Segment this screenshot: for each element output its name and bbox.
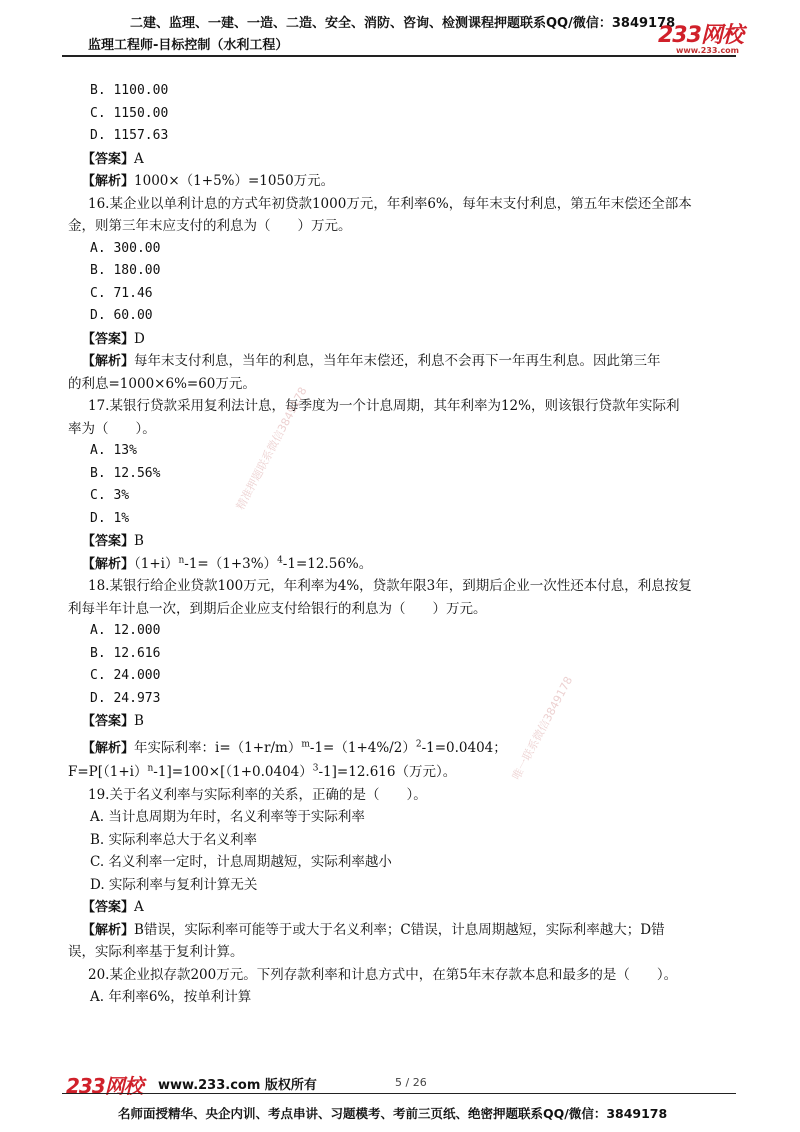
question-16: 16.某企业以单利计息的方式年初贷款1000万元，年利率6%，每年末支付利息，第五年末偿还全部本 xyxy=(88,195,692,212)
formula-part: -1=12.56%。 xyxy=(282,555,373,572)
option-line: A. 年利率6%，按单利计算 xyxy=(90,989,252,1005)
option-line: A. 300.00 xyxy=(90,240,161,256)
option-line: B. 1100.00 xyxy=(90,83,169,98)
option-line: D. 1157.63 xyxy=(90,128,169,143)
option-line: D. 60.00 xyxy=(90,308,153,323)
footer-slogan: 名师面授精华、央企内训、考点串讲、习题模考、考前三页纸、绝密押题联系QQ/微信：3849178 xyxy=(118,1106,668,1121)
analysis-line xyxy=(68,553,738,576)
page-number: 5 / 26 xyxy=(395,1076,427,1089)
formula-part: （1+i） xyxy=(134,555,179,572)
analysis-text: 1000×（1+5%）=1050万元。 xyxy=(134,173,335,189)
footer-divider xyxy=(62,1093,736,1094)
option-line: C. 3% xyxy=(90,488,130,503)
option-line: B. 12.56% xyxy=(90,465,161,481)
answer-value: B xyxy=(134,533,144,549)
formula-part: -1]=12.616（万元）。 xyxy=(318,764,457,780)
answer-line xyxy=(68,328,738,351)
option-line: A. 当计息周期为年时，名义利率等于实际利率 xyxy=(90,809,365,825)
formula-part: -1=0.0404； xyxy=(421,739,507,756)
analysis-label: 【解析】 xyxy=(82,556,135,572)
answer-value: A xyxy=(134,899,144,915)
formula-sup: 3 xyxy=(312,763,319,774)
question-17-cont: 率为（ ）。 xyxy=(68,420,156,437)
question-20: 20.某企业拟存款200万元。下列存款利率和计息方式中，在第5年末存款本息和最多的是（ ）。 xyxy=(88,966,678,983)
footer-logo[interactable]: 233网校 xyxy=(66,1074,143,1098)
header-promo: 二建、监理、一建、一造、二造、安全、消防、咨询、检测课程押题联系QQ/微信：3849178 xyxy=(130,16,676,31)
question-18: 18.某银行给企业贷款100万元，年利率为4%，贷款年限3年，到期后企业一次性还本付息，利息按复 xyxy=(88,578,692,594)
analysis-cont: 误，实际利率基于复利计算。 xyxy=(68,944,244,960)
answer-label: 【答案】 xyxy=(82,331,135,347)
analysis-cont: 的利息=1000×6%=60万元。 xyxy=(68,375,256,392)
question-17: 17.某银行贷款采用复利法计息，每季度为一个计息周期，其年利率为12%，则该银行贷款年实际利 xyxy=(88,398,680,414)
answer-line xyxy=(68,710,738,733)
option-line: C. 1150.00 xyxy=(90,105,169,121)
analysis-line xyxy=(68,170,738,193)
document-body xyxy=(68,80,738,1009)
answer-line xyxy=(68,530,738,553)
formula-part: -1]=100×[（1+0.0404） xyxy=(153,764,313,780)
analysis-label: 【解析】 xyxy=(82,354,135,369)
course-title: 监理工程师-目标控制（水利工程） xyxy=(88,38,289,53)
option-line: A. 12.000 xyxy=(90,623,161,638)
answer-line xyxy=(68,148,738,171)
question-18-cont: 利每半年计息一次，到期后企业应支付给银行的利息为（ ）万元。 xyxy=(68,600,487,617)
formula-sup: 2 xyxy=(415,739,422,749)
logo-url: www.233.com xyxy=(676,46,740,55)
footer-site[interactable]: www.233.com 版权所有 xyxy=(158,1078,317,1093)
option-line: B. 180.00 xyxy=(90,263,161,278)
question-16-cont: 金，则第三年末应支付的利息为（ ）万元。 xyxy=(68,218,352,234)
page-header xyxy=(0,0,800,62)
answer-label: 【答案】 xyxy=(82,714,135,729)
answer-value: B xyxy=(134,713,144,729)
option-line: D. 1% xyxy=(90,510,130,526)
answer-value: A xyxy=(134,150,144,167)
formula-sup: n xyxy=(178,555,185,565)
option-line: C. 71.46 xyxy=(90,285,153,301)
header-divider xyxy=(62,55,736,57)
answer-value: D xyxy=(134,330,145,347)
option-line: C. 24.000 xyxy=(90,668,161,683)
analysis-text: B错误，实际利率可能等于或大于名义利率；C错误，计息周期越短，实际利率越大；D错 xyxy=(134,921,665,938)
analysis-line xyxy=(68,919,738,942)
analysis-label: 【解析】 xyxy=(82,740,135,756)
answer-line xyxy=(68,896,738,919)
watermark-2: 唯一联系微信3849178 xyxy=(509,674,576,783)
formula-sup: m xyxy=(301,739,310,749)
option-line: D. 24.973 xyxy=(90,690,161,706)
brand-logo[interactable] xyxy=(658,18,743,55)
page-footer xyxy=(0,1060,800,1132)
logo-text: 233网校 xyxy=(658,23,743,48)
option-line: B. 实际利率总大于名义利率 xyxy=(90,831,258,848)
analysis-text: 每年末支付利息，当年的利息，当年年末偿还，利息不会再下一年再生利息。因此第三年 xyxy=(134,353,661,369)
analysis-label: 【解析】 xyxy=(82,174,135,189)
formula-part: F=P[（1+i） xyxy=(68,764,148,780)
analysis-label: 【解析】 xyxy=(82,922,135,938)
formula-part: -1=（1+4%/2） xyxy=(309,739,416,756)
formula-sup: n xyxy=(147,763,154,774)
option-line: D. 实际利率与复利计算无关 xyxy=(90,876,258,893)
question-19: 19.关于名义利率与实际利率的关系，正确的是（ ）。 xyxy=(88,786,427,803)
formula-sup: 4 xyxy=(277,555,283,565)
formula-part: -1=（1+3%） xyxy=(184,555,278,572)
option-line: A. 13% xyxy=(90,443,137,458)
answer-label: 【答案】 xyxy=(82,900,135,915)
watermark-1: 精准押题联系微信3849178 xyxy=(233,384,310,513)
analysis-line xyxy=(68,350,738,373)
analysis-line xyxy=(68,737,738,760)
option-line: C. 名义利率一定时，计息周期越短，实际利率越小 xyxy=(90,854,392,870)
answer-label: 【答案】 xyxy=(82,534,135,549)
formula-part: 年实际利率：i=（1+r/m） xyxy=(134,739,302,756)
answer-label: 【答案】 xyxy=(82,151,135,167)
option-line: B. 12.616 xyxy=(90,645,161,661)
analysis-formula xyxy=(68,761,738,784)
